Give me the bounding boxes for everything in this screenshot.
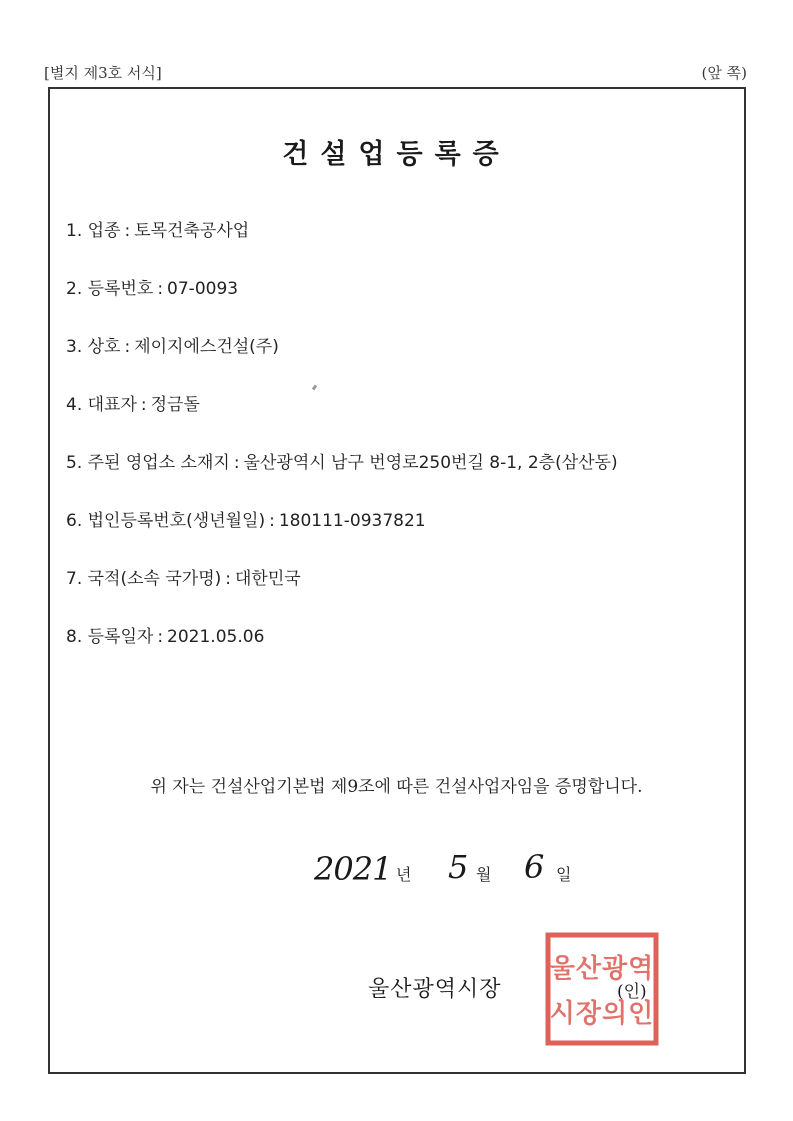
item-nationality (66, 566, 618, 624)
item-registration-date (66, 624, 618, 682)
item-label: 8. 등록일자 (66, 627, 154, 647)
item-label: 5. 주된 영업소 소재지 (66, 453, 230, 473)
issuer-title: 울산광역시장 (368, 977, 502, 1002)
registration-items (66, 218, 618, 682)
item-value: 정금돌 (150, 395, 200, 415)
seal-text-bottom: 시장의인 (549, 999, 655, 1029)
item-registration-number (66, 276, 618, 334)
item-label: 3. 상호 (66, 337, 121, 357)
month-unit: 월 (476, 865, 492, 884)
item-separator: : (124, 337, 131, 357)
seal-text-top: 울산광역 (549, 954, 655, 984)
item-industry (66, 218, 618, 276)
item-value: 07-0093 (167, 279, 239, 299)
item-value: 2021.05.06 (167, 627, 265, 647)
item-separator: : (157, 279, 164, 299)
year-unit: 년 (396, 865, 412, 884)
item-value: 대한민국 (234, 569, 301, 589)
item-label: 2. 등록번호 (66, 279, 154, 299)
certification-statement: 위 자는 건설산업기본법 제9조에 따른 건설사업자임을 증명합니다. (150, 777, 643, 797)
item-label: 7. 국적(소속 국가명) (66, 569, 222, 589)
item-value: 제이지에스건설(주) (134, 337, 279, 357)
item-label: 4. 대표자 (66, 395, 137, 415)
handwritten-day: 6 (524, 848, 545, 886)
item-value: 토목건축공사업 (134, 221, 250, 241)
form-number-label: [별지 제3호 서식] (44, 64, 162, 82)
item-company-name (66, 334, 618, 392)
handwritten-year: 2021 (314, 850, 392, 888)
item-value: 울산광역시 남구 번영로250번길 8-1, 2층(삼산동) (243, 453, 618, 473)
item-separator: : (124, 221, 131, 241)
item-label: 6. 법인등록번호(생년월일) (66, 511, 266, 531)
day-unit: 일 (556, 865, 572, 884)
item-separator: : (233, 453, 240, 473)
item-label: 1. 업종 (66, 221, 121, 241)
certificate-title: 건설업등록증 (282, 139, 511, 170)
item-representative (66, 392, 618, 450)
page-side-label: (앞 쪽) (701, 64, 747, 82)
item-office-address (66, 450, 618, 508)
item-separator: : (225, 569, 231, 589)
item-separator: : (140, 395, 147, 415)
seal-mark: (인) (617, 982, 647, 1002)
item-value: 180111-0937821 (278, 511, 426, 531)
item-separator: : (269, 511, 275, 531)
handwritten-month: 5 (448, 848, 469, 886)
item-corporate-number (66, 508, 618, 566)
item-separator: : (157, 627, 164, 647)
issue-date (310, 848, 590, 894)
